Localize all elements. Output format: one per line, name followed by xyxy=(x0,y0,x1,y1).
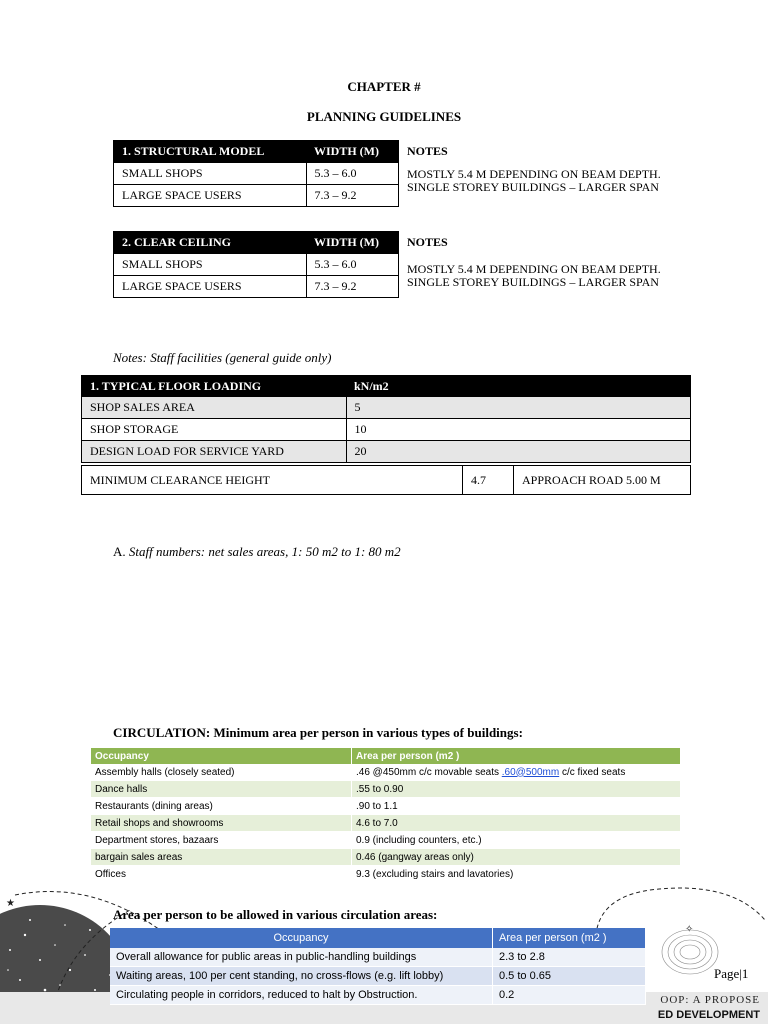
page-number: Page|1 xyxy=(714,966,749,981)
clear-ceiling-table xyxy=(113,231,399,298)
table-cell: Retail shops and showrooms xyxy=(91,815,352,832)
cell-text: c/c fixed seats xyxy=(559,766,626,778)
table-cell: APPROACH ROAD 5.00 M xyxy=(514,466,691,495)
table-header: 2. CLEAR CEILING xyxy=(114,232,307,254)
staff-facilities-note: Notes: Staff facilities (general guide only) xyxy=(113,350,332,365)
staff-numbers-line xyxy=(113,544,401,560)
note-line: SINGLE STOREY BUILDINGS – LARGER SPAN xyxy=(407,275,659,289)
table-cell: Offices xyxy=(91,866,352,883)
cell-text: .46 @450mm c/c movable seats xyxy=(356,766,502,778)
table-cell xyxy=(352,764,681,781)
footer-subtitle-line: ED DEVELOPMENT xyxy=(657,1009,760,1021)
table-cell: 5.3 – 6.0 xyxy=(306,254,399,276)
table-cell: SMALL SHOPS xyxy=(114,254,307,276)
staff-numbers-text: Staff numbers: net sales areas, 1: 50 m2 to 1: 80 m2 xyxy=(128,544,401,559)
table-cell: 7.3 – 9.2 xyxy=(306,185,399,207)
table-cell: 9.3 (excluding stairs and lavatories) xyxy=(352,866,681,883)
table-cell: Circulating people in corridors, reduced to halt by Obstruction. xyxy=(110,986,493,1005)
table-cell: Waiting areas, 100 per cent standing, no cross-flows (e.g. lift lobby) xyxy=(110,967,493,986)
table-cell: 0.5 to 0.65 xyxy=(493,967,646,986)
page-title: PLANNING GUIDELINES xyxy=(306,109,462,124)
table-header: WIDTH (M) xyxy=(306,141,399,163)
table-cell: SHOP SALES AREA xyxy=(82,397,347,419)
clearance-table xyxy=(81,465,691,495)
table-cell: MINIMUM CLEARANCE HEIGHT xyxy=(90,472,270,487)
svg-text:✧: ✧ xyxy=(685,924,694,935)
table-cell: .55 to 0.90 xyxy=(352,781,681,798)
table-cell: Overall allowance for public areas in public-handling buildings xyxy=(110,948,493,967)
circulation-areas-heading: Area per person to be allowed in various circulation areas: xyxy=(113,907,438,922)
table-cell: Dance halls xyxy=(91,781,352,798)
table-cell: 20 xyxy=(346,441,691,463)
table-cell: 2.3 to 2.8 xyxy=(493,948,646,967)
table-cell: 5 xyxy=(346,397,691,419)
note-line: SINGLE STOREY BUILDINGS – LARGER SPAN xyxy=(407,180,659,194)
note-line: MOSTLY 5.4 M DEPENDING ON BEAM DEPTH. xyxy=(407,262,661,276)
table-header: Occupancy xyxy=(91,748,352,764)
table-cell: LARGE SPACE USERS xyxy=(114,276,307,298)
table-cell: SHOP STORAGE xyxy=(82,419,347,441)
notes-text xyxy=(407,168,661,194)
notes-text xyxy=(407,263,661,289)
circulation-areas-table xyxy=(110,928,646,1005)
table-cell: 4.6 to 7.0 xyxy=(352,815,681,832)
table-cell: 5.3 – 6.0 xyxy=(306,163,399,185)
list-marker: A. xyxy=(113,544,129,559)
table-cell: 0.9 (including counters, etc.) xyxy=(352,832,681,849)
table-cell: 4.7 xyxy=(463,466,514,495)
table-cell: 7.3 – 9.2 xyxy=(306,276,399,298)
table-cell: DESIGN LOAD FOR SERVICE YARD xyxy=(82,441,347,463)
notes-heading: NOTES xyxy=(407,144,448,158)
table-cell: 0.46 (gangway areas only) xyxy=(352,849,681,866)
circulation-heading-bold: CIRCULATION: xyxy=(113,725,211,740)
notes-heading: NOTES xyxy=(407,235,448,249)
circulation-table xyxy=(91,748,681,883)
table-cell: bargain sales areas xyxy=(91,849,352,866)
chapter-heading: CHAPTER # xyxy=(347,79,421,94)
footer-title-line: OOP: A PROPOSE xyxy=(660,994,760,1006)
table-cell: Department stores, bazaars xyxy=(91,832,352,849)
table-cell: 0.2 xyxy=(493,986,646,1005)
fixed-seats-link[interactable]: .60@500mm xyxy=(501,766,560,778)
table-cell: .90 to 1.1 xyxy=(352,798,681,815)
table-cell: LARGE SPACE USERS xyxy=(114,185,307,207)
svg-text:★: ★ xyxy=(6,898,15,909)
table-header: kN/m2 xyxy=(346,376,691,397)
table-header: WIDTH (M) xyxy=(306,232,399,254)
table-cell: SMALL SHOPS xyxy=(114,163,307,185)
table-cell: Assembly halls (closely seated) xyxy=(91,764,352,781)
structural-model-table xyxy=(113,140,399,207)
note-line: MOSTLY 5.4 M DEPENDING ON BEAM DEPTH. xyxy=(407,167,661,181)
table-cell: 10 xyxy=(346,419,691,441)
floor-loading-table xyxy=(81,375,691,463)
table-header: Area per person (m2 ) xyxy=(493,928,646,948)
table-header: 1. STRUCTURAL MODEL xyxy=(114,141,307,163)
table-header: Area per person (m2 ) xyxy=(352,748,681,764)
table-cell: Restaurants (dining areas) xyxy=(91,798,352,815)
circulation-heading-rest: Minimum area per person in various types of buildings: xyxy=(210,725,523,740)
table-header: Occupancy xyxy=(110,928,493,948)
circulation-heading xyxy=(113,725,523,741)
table-header: 1. TYPICAL FLOOR LOADING xyxy=(82,376,347,397)
